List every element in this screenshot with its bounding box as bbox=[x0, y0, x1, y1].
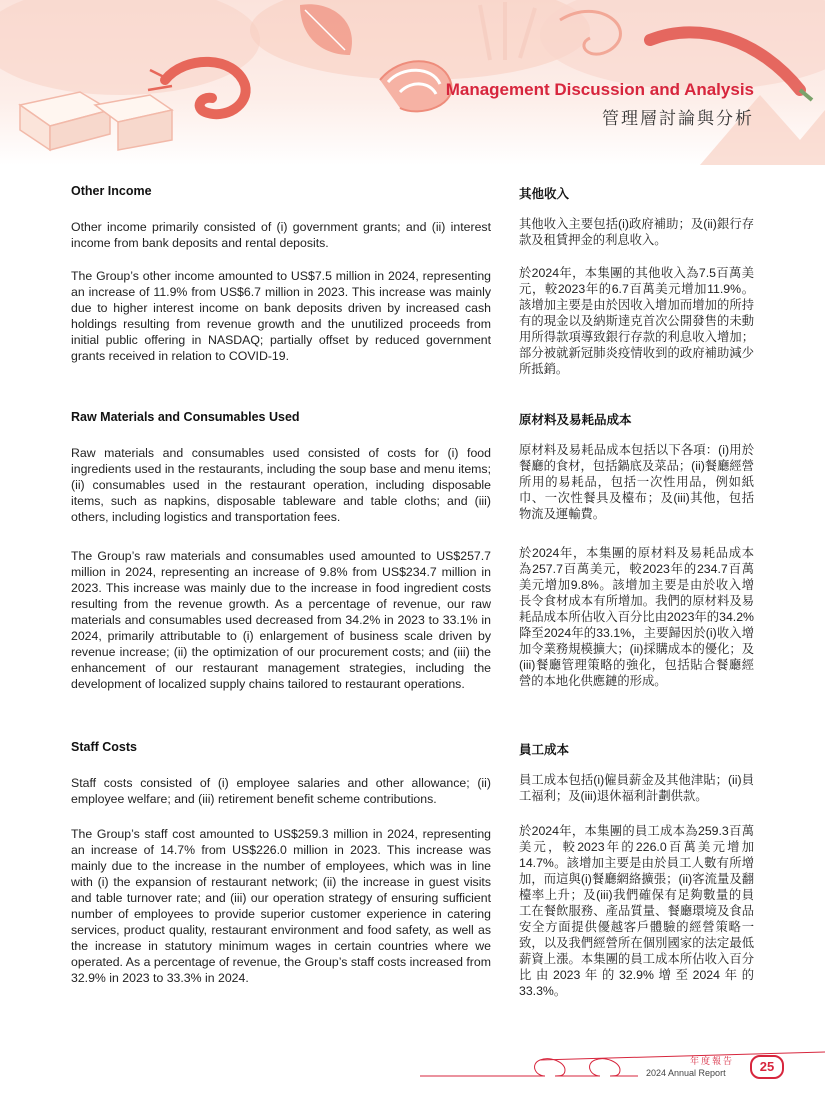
paragraph-zh: 於2024年，本集團的原材料及易耗品成本為257.7百萬美元，較2023年的234.7百萬美元增加9.8%。該增加主要是由於收入增長令食材成本有所增加。我們的原材料及易耗品成本所佔收入百分比由2023年的34.2%降至2024年的33.1%，主要歸因於(i)收入增加令業務規模擴大；(ii)採購成本的優化；及(iii)餐廳管理策略的強化，包括貼合餐廳經營的本地化供應鏈的形成。 bbox=[519, 546, 754, 688]
section-heading-staff-costs-en: Staff Costs bbox=[71, 740, 137, 754]
page-number: 25 bbox=[750, 1055, 784, 1079]
paragraph-en: The Group’s staff cost amounted to US$259.3 million in 2024, representing an increase of 14.7% from US$226.0 million in 2023. This increase was mainly due to the increase in the number of employees, which was in line with (i) the expansion of restaurant network; (ii) the increase in guest visits and table turnover rate; and (iii) our operation strategy of ensuring sufficient number of employees to provide superior customer experience in catering services, product quality, restaurant environment and food safety, as well as the increase in statutory minimum wages in certain countries where we operated. As a percentage of revenue, the Group’s staff costs increased from 32.9% in 2023 to 33.3% in 2024. bbox=[71, 827, 491, 985]
page-title-en: Management Discussion and Analysis bbox=[445, 80, 754, 99]
footer-report-label-en: 2024 Annual Report bbox=[646, 1068, 726, 1078]
paragraph-en: The Group’s other income amounted to US$7.5 million in 2024, representing an increase of 11.9% from US$6.7 million in 2023. This increase was mainly due to higher interest income on bank deposits driven by increased cash holdings resulting from revenue growth and the unutilized proceeds from initial public offering in NASDAQ; partially offset by reduced government grants received in relation to COVID-19. bbox=[71, 269, 491, 363]
section-heading-other-income-zh: 其他收入 bbox=[519, 187, 570, 201]
page-title-zh: 管理層討論與分析 bbox=[602, 109, 754, 128]
paragraph-en: Raw materials and consumables used consisted of costs for (i) food ingredients used in the restaurants, including the soup base and menu items; (ii) consumables used in the restaurant operation, including disposable items, such as napkins, disposable tableware and table cloths; and (iii) others, including logistics and transportation fees. bbox=[71, 446, 491, 524]
paragraph-en: Staff costs consisted of (i) employee salaries and other allowance; (ii) employee welfare; and (iii) retirement benefit scheme contributions. bbox=[71, 776, 491, 806]
section-heading-raw-materials-zh: 原材料及易耗品成本 bbox=[519, 413, 632, 427]
paragraph-zh: 於2024年，本集團的員工成本為259.3百萬美元，較2023年的226.0百萬美元增加14.7%。該增加主要是由於員工人數有所增加，而這與(i)餐廳網絡擴張；(ii)客流量及翻檯率上升；及(iii)我們確保有足夠數量的員工在餐飲服務、產品質量、餐廳環境及食品安全方面提供優越客戶體驗的經營策略一致，以及我們經營所在個別國家的法定最低薪資上漲。本集團的員工成本所佔收入百分比由2023年的32.9%增至2024年的33.3%。 bbox=[519, 824, 754, 998]
footer-report-label-zh: 年度報告 bbox=[690, 1056, 735, 1066]
section-heading-other-income-en: Other Income bbox=[71, 184, 152, 198]
paragraph-zh: 於2024年，本集團的其他收入為7.5百萬美元，較2023年的6.7百萬美元增加11.9%。該增加主要是由於因收入增加而增加的所持有的現金以及納斯達克首次公開發售的未動用所得款項導致銀行存款的利息收入增加；部分被就新冠肺炎疫情收到的政府補助減少所抵銷。 bbox=[519, 266, 754, 376]
paragraph-zh: 員工成本包括(i)僱員薪金及其他津貼；(ii)員工福利；及(iii)退休福利計劃供款。 bbox=[519, 773, 754, 803]
paragraph-en: The Group’s raw materials and consumables used amounted to US$257.7 million in 2024, representing an increase of 9.8% from US$234.7 million in 2023. This increase was mainly due to the increase in food ingredient costs resulting from the revenue growth. As a percentage of revenue, our raw materials and consumables used decreased from 34.2% in 2023 to 33.1% in 2024, primarily attributable to (i) enlargement of business scale driven by revenue increase; (ii) the optimization of our procurement costs; and (iii) the enhancement of our restaurant management strategies, including the development of localized supply chains tailored to restaurant operations. bbox=[71, 549, 491, 691]
header-illustration bbox=[0, 0, 825, 165]
tofu-icon bbox=[20, 92, 172, 150]
paragraph-zh: 原材料及易耗品成本包括以下各項：(i)用於餐廳的食材，包括鍋底及菜品；(ii)餐廳經營所用的易耗品，包括一次性用品，例如紙巾、一次性餐具及檯布；及(iii)其他，包括物流及運輸費。 bbox=[519, 443, 754, 521]
paragraph-zh: 其他收入主要包括(i)政府補助；及(ii)銀行存款及租賃押金的利息收入。 bbox=[519, 217, 754, 247]
paragraph-en: Other income primarily consisted of (i) government grants; and (ii) interest income from bank deposits and rental deposits. bbox=[71, 220, 491, 250]
section-heading-staff-costs-zh: 員工成本 bbox=[519, 743, 570, 757]
section-heading-raw-materials-en: Raw Materials and Consumables Used bbox=[71, 410, 300, 424]
